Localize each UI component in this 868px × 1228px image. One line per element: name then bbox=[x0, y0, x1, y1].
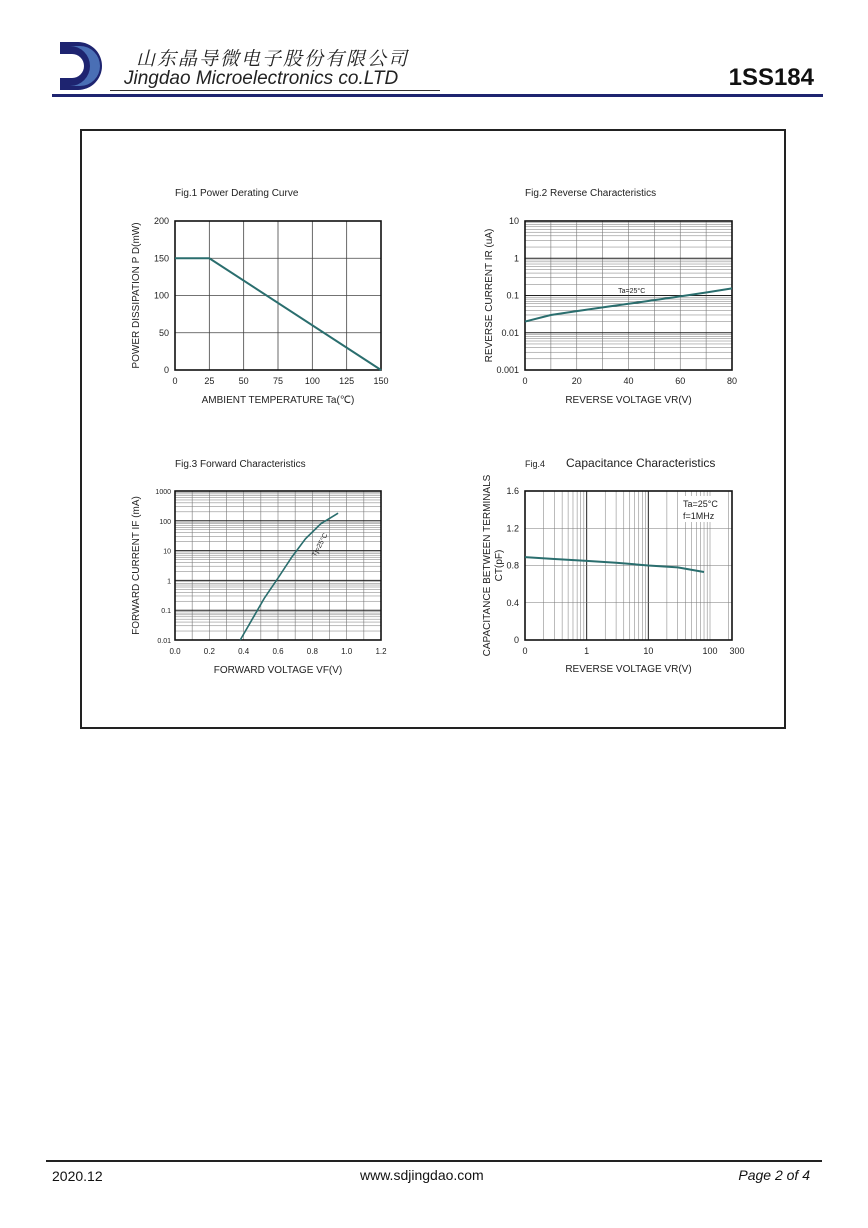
fig3-annotation: Tj=25°C bbox=[311, 532, 330, 559]
fig1-ytick-label: 50 bbox=[158, 327, 169, 338]
fig3-ytick-label: 0.01 bbox=[157, 638, 171, 645]
fig2-xtick-label: 80 bbox=[726, 376, 738, 386]
fig4-series-line bbox=[525, 557, 704, 572]
fig2-ylabel: REVERSE CURRENT IR (uA) bbox=[484, 228, 495, 363]
fig1-ytick-label: 200 bbox=[153, 216, 169, 226]
fig3-ytick-label: 1 bbox=[167, 578, 171, 586]
fig4-xtick-label: 300 bbox=[729, 646, 745, 656]
fig3-xtick-label: 1.2 bbox=[375, 647, 387, 656]
fig4-ytick-label: 1.2 bbox=[506, 523, 519, 534]
fig4-xtick-label: 0 bbox=[522, 646, 528, 656]
fig2-ytick-label: 0.1 bbox=[506, 290, 519, 301]
fig1-ytick-label: 0 bbox=[163, 365, 169, 375]
fig1-xlabel: AMBIENT TEMPERATURE Ta(℃) bbox=[201, 395, 355, 406]
company-name-cn: 山东晶导微电子股份有限公司 bbox=[136, 48, 410, 70]
fig2-ytick-label: 0.001 bbox=[496, 365, 519, 375]
footer-website: www.sdjingdao.com bbox=[360, 1167, 484, 1183]
fig4-annotation-temp: Ta=25°C bbox=[683, 499, 718, 509]
fig2-ytick-label: 1 bbox=[513, 253, 519, 264]
fig1-xtick-label: 125 bbox=[339, 376, 355, 386]
fig2-xtick-label: 60 bbox=[675, 376, 686, 386]
fig1-title: Fig.1 Power Derating Curve bbox=[175, 188, 299, 199]
fig4-xtick-label: 1 bbox=[584, 646, 590, 656]
fig2-title: Fig.2 Reverse Characteristics bbox=[525, 188, 657, 199]
part-number: 1SS184 bbox=[728, 64, 814, 91]
fig4-ytick-label: 0.4 bbox=[506, 597, 519, 608]
fig4-title: Fig.4 bbox=[525, 459, 546, 469]
fig3-xtick-label: 0.4 bbox=[238, 647, 250, 656]
fig3-ytick-label: 10 bbox=[163, 548, 171, 556]
fig2-ytick-label: 10 bbox=[508, 216, 519, 226]
fig4-annotation-freq: f=1MHz bbox=[683, 511, 715, 521]
footer-page-number: Page 2 of 4 bbox=[738, 1167, 810, 1183]
fig3-ylabel: FORWARD CURRENT IF (mA) bbox=[131, 496, 142, 635]
fig3-ytick-label: 0.1 bbox=[161, 608, 171, 616]
fig3-xlabel: FORWARD VOLTAGE VF(V) bbox=[213, 665, 343, 676]
fig4-ylabel2: CT(pF) bbox=[494, 549, 505, 582]
fig3-ytick-label: 100 bbox=[159, 518, 171, 526]
fig2-xtick-label: 0 bbox=[522, 376, 528, 386]
fig3-xtick-label: 0.2 bbox=[203, 647, 215, 656]
fig2-xtick-label: 20 bbox=[571, 376, 582, 386]
fig4-ytick-label: 1.6 bbox=[506, 486, 519, 496]
fig4-ylabel: CAPACITANCE BETWEEN TERMINALS bbox=[482, 474, 493, 657]
fig4-xlabel: REVERSE VOLTAGE VR(V) bbox=[565, 664, 692, 675]
fig3-ytick-label: 1000 bbox=[155, 489, 171, 496]
fig4-subtitle: Capacitance Characteristics bbox=[566, 456, 716, 470]
fig1-xtick-label: 75 bbox=[272, 376, 284, 386]
fig1-xtick-label: 150 bbox=[373, 376, 389, 386]
fig3-xtick-label: 1.0 bbox=[341, 647, 353, 656]
fig2-ytick-label: 0.01 bbox=[501, 327, 519, 338]
fig3-series-line bbox=[240, 513, 338, 640]
fig4-ytick-label: 0.8 bbox=[506, 560, 519, 571]
fig3-xtick-label: 0.8 bbox=[306, 647, 318, 656]
fig4-xtick-label: 100 bbox=[702, 646, 718, 656]
company-name-en: Jingdao Microelectronics co.LTD bbox=[124, 68, 399, 89]
footer-rule bbox=[46, 1160, 822, 1162]
fig1-ytick-label: 150 bbox=[153, 253, 169, 264]
fig1-ylabel: POWER DISSIPATION P D(mW) bbox=[131, 222, 142, 369]
footer-date: 2020.12 bbox=[52, 1168, 103, 1184]
fig2-annotation: Ta=25°C bbox=[618, 288, 646, 296]
fig4-ytick-label: 0 bbox=[513, 635, 519, 645]
fig3-title: Fig.3 Forward Characteristics bbox=[175, 459, 306, 470]
fig4-xtick-label: 10 bbox=[643, 646, 654, 656]
fig1-ytick-label: 100 bbox=[153, 290, 169, 301]
fig1-xtick-label: 50 bbox=[238, 376, 249, 386]
fig1-xtick-label: 100 bbox=[304, 376, 320, 386]
fig1-xtick-label: 0 bbox=[172, 376, 178, 386]
fig2-xlabel: REVERSE VOLTAGE VR(V) bbox=[565, 395, 692, 406]
fig3-xtick-label: 0.0 bbox=[169, 647, 181, 656]
fig1-xtick-label: 25 bbox=[204, 376, 215, 386]
fig3-xtick-label: 0.6 bbox=[272, 647, 284, 656]
fig2-xtick-label: 40 bbox=[623, 376, 634, 386]
